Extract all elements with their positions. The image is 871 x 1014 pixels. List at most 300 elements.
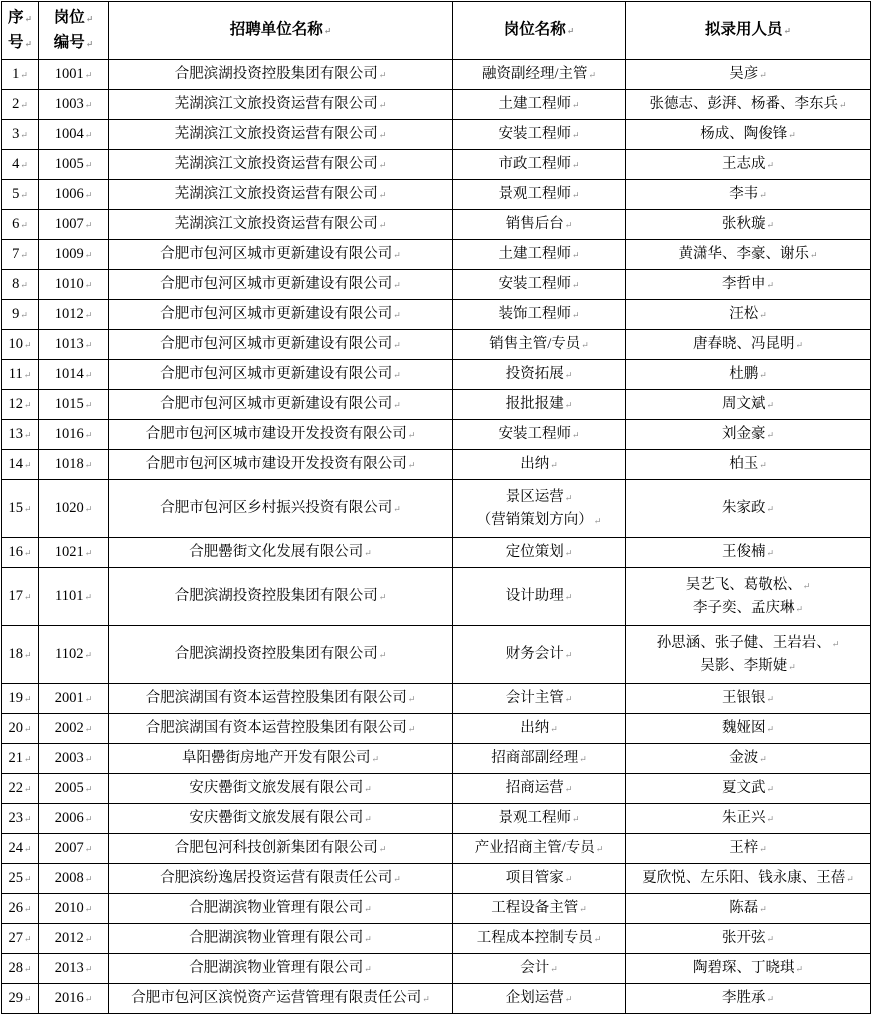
paragraph-mark-icon: ↵	[23, 370, 32, 381]
paragraph-mark-icon: ↵	[84, 650, 92, 661]
cell-text: 8	[12, 276, 20, 293]
paragraph-mark-icon: ↵	[407, 430, 416, 441]
table-row	[2, 626, 871, 684]
cell-text: 工程成本控制专员	[476, 930, 593, 947]
cell-text: 15	[8, 500, 23, 517]
paragraph-mark-icon: ↵	[593, 515, 602, 526]
cell-position	[453, 924, 626, 954]
cell-candidates	[626, 774, 871, 804]
table-row	[2, 360, 871, 390]
table-row	[2, 894, 871, 924]
cell-text: 柏玉	[729, 456, 759, 473]
paragraph-mark-icon: ↵	[766, 814, 775, 825]
paragraph-mark-icon: ↵	[23, 340, 32, 351]
cell-text: 芜湖滨江文旅投资运营有限公司	[174, 156, 378, 173]
cell-no	[2, 90, 39, 120]
cell-text: 陈磊	[729, 900, 759, 917]
paragraph-mark-icon: ↵	[550, 460, 558, 471]
cell-company	[109, 626, 453, 684]
paragraph-mark-icon: ↵	[838, 100, 847, 111]
cell-text: 杨成、陶俊锋	[700, 126, 788, 143]
cell-text: 王俊楠	[721, 544, 766, 561]
cell-position	[453, 150, 626, 180]
table-row	[2, 568, 871, 626]
paragraph-mark-icon: ↵	[84, 784, 93, 795]
paragraph-mark-icon: ↵	[766, 280, 775, 291]
cell-code	[39, 60, 109, 90]
cell-no	[2, 60, 39, 90]
paragraph-mark-icon: ↵	[23, 844, 32, 855]
cell-text: 1012	[54, 306, 84, 323]
paragraph-mark-icon: ↵	[20, 280, 28, 291]
cell-candidates	[626, 684, 871, 714]
paragraph-mark-icon: ↵	[23, 650, 32, 661]
paragraph-mark-icon: ↵	[23, 548, 32, 559]
cell-text: 朱正兴	[721, 810, 766, 827]
cell-position	[453, 180, 626, 210]
cell-position	[453, 774, 626, 804]
cell-candidates	[626, 744, 871, 774]
paragraph-mark-icon: ↵	[564, 220, 573, 231]
cell-text: 合肥湖滨物业管理有限公司	[189, 960, 364, 977]
cell-code	[39, 120, 109, 150]
cell-text: 16	[8, 544, 23, 561]
cell-text: 合肥市包河区城市更新建设有限公司	[160, 366, 393, 383]
paragraph-mark-icon: ↵	[564, 784, 573, 795]
paragraph-mark-icon: ↵	[84, 724, 93, 735]
paragraph-mark-icon: ↵	[766, 548, 775, 559]
cell-no	[2, 714, 39, 744]
paragraph-mark-icon: ↵	[795, 340, 804, 351]
paragraph-mark-icon: ↵	[23, 934, 32, 945]
paragraph-mark-icon: ↵	[23, 694, 32, 705]
cell-text: 张开弦	[721, 930, 766, 947]
cell-text: 销售主管/专员	[489, 336, 581, 353]
cell-text: 14	[8, 456, 23, 473]
cell-code	[39, 626, 109, 684]
paragraph-mark-icon: ↵	[84, 934, 93, 945]
paragraph-mark-icon: ↵	[23, 814, 32, 825]
column-header-code	[39, 2, 109, 60]
paragraph-mark-icon: ↵	[20, 190, 28, 201]
cell-position	[453, 450, 626, 480]
cell-position	[453, 684, 626, 714]
cell-position	[453, 60, 626, 90]
cell-company	[109, 984, 453, 1014]
cell-position	[453, 714, 626, 744]
cell-candidates	[626, 120, 871, 150]
cell-candidates	[626, 894, 871, 924]
cell-text: 景观工程师	[498, 810, 571, 827]
paragraph-mark-icon: ↵	[802, 581, 811, 592]
cell-text: 1014	[54, 366, 84, 383]
cell-code	[39, 300, 109, 330]
cell-text: 设计助理	[505, 588, 564, 605]
cell-code	[39, 714, 109, 744]
cell-text: 1018	[54, 456, 84, 473]
paragraph-mark-icon: ↵	[23, 754, 32, 765]
cell-text: 周文斌	[721, 396, 766, 413]
paragraph-mark-icon: ↵	[550, 964, 558, 975]
cell-text: 芜湖滨江文旅投资运营有限公司	[174, 96, 378, 113]
cell-text: 芜湖滨江文旅投资运营有限公司	[174, 186, 378, 203]
cell-text: 1020	[54, 500, 84, 517]
paragraph-mark-icon: ↵	[766, 994, 775, 1005]
cell-company	[109, 420, 453, 450]
paragraph-mark-icon: ↵	[20, 130, 28, 141]
cell-candidates	[626, 150, 871, 180]
cell-candidates	[626, 240, 871, 270]
cell-text: 安庆罍街文旅发展有限公司	[189, 780, 364, 797]
cell-text: 王银银	[721, 690, 766, 707]
cell-text: 合肥市包河区城市建设开发投资有限公司	[145, 456, 407, 473]
cell-position	[453, 834, 626, 864]
column-header-position	[453, 2, 626, 60]
cell-text: 刘金豪	[721, 426, 766, 443]
cell-text: 29	[8, 990, 23, 1007]
cell-text: 定位策划	[505, 544, 564, 561]
cell-text: 市政工程师	[498, 156, 571, 173]
cell-text: 投资拓展	[505, 366, 564, 383]
cell-text: 招商运营	[505, 780, 564, 797]
paragraph-mark-icon: ↵	[84, 370, 93, 381]
cell-company	[109, 894, 453, 924]
cell-text: 拟录用人员	[704, 21, 783, 39]
table-row	[2, 954, 871, 984]
paragraph-mark-icon: ↵	[564, 493, 573, 504]
paragraph-mark-icon: ↵	[84, 130, 93, 141]
cell-text: 销售后台	[505, 216, 564, 233]
cell-position	[453, 538, 626, 568]
paragraph-mark-icon: ↵	[84, 694, 93, 705]
cell-text: 夏欣悦、左乐阳、钱永康、王蓓	[642, 870, 846, 887]
paragraph-mark-icon: ↵	[393, 504, 401, 515]
cell-position	[453, 330, 626, 360]
cell-text: 17	[8, 588, 23, 605]
paragraph-mark-icon: ↵	[766, 504, 775, 515]
cell-text: （营销策划方向）	[476, 511, 593, 528]
paragraph-mark-icon: ↵	[364, 964, 372, 975]
cell-text: 1005	[54, 156, 84, 173]
cell-text: 融资副经理/主管	[481, 66, 588, 83]
cell-text: 李胜承	[721, 990, 766, 1007]
paragraph-mark-icon: ↵	[20, 250, 28, 261]
cell-text: 1021	[54, 544, 84, 561]
cell-text: 合肥市包河区滨悦资产运营管理有限责任公司	[131, 990, 422, 1007]
cell-text: 2008	[54, 870, 84, 887]
cell-candidates	[626, 864, 871, 894]
cell-company	[109, 180, 453, 210]
cell-code	[39, 480, 109, 538]
cell-text: 朱家政	[721, 500, 766, 517]
paragraph-mark-icon: ↵	[550, 724, 558, 735]
cell-candidates	[626, 984, 871, 1014]
cell-text: 9	[12, 306, 20, 323]
paragraph-mark-icon: ↵	[766, 220, 775, 231]
cell-text: 23	[8, 810, 23, 827]
cell-candidates	[626, 210, 871, 240]
paragraph-mark-icon: ↵	[364, 784, 372, 795]
cell-company	[109, 240, 453, 270]
paragraph-mark-icon: ↵	[371, 754, 380, 765]
cell-candidates	[626, 924, 871, 954]
cell-company	[109, 120, 453, 150]
cell-company	[109, 450, 453, 480]
cell-candidates	[626, 360, 871, 390]
cell-text: 王梓	[729, 840, 759, 857]
cell-position	[453, 360, 626, 390]
cell-text: 唐春晓、冯昆明	[692, 336, 795, 353]
table-row	[2, 420, 871, 450]
cell-text: 3	[12, 126, 20, 143]
cell-company	[109, 864, 453, 894]
paragraph-mark-icon: ↵	[20, 70, 28, 81]
cell-text: 1010	[54, 276, 84, 293]
cell-text: 岗位名称	[503, 21, 566, 39]
cell-no	[2, 984, 39, 1014]
cell-company	[109, 804, 453, 834]
paragraph-mark-icon: ↵	[84, 844, 93, 855]
cell-text: 2013	[54, 960, 84, 977]
paragraph-mark-icon: ↵	[378, 190, 387, 201]
cell-position	[453, 240, 626, 270]
cell-company	[109, 360, 453, 390]
cell-text: 1015	[54, 396, 84, 413]
cell-text: 27	[8, 930, 23, 947]
cell-text: 合肥滨湖投资控股集团有限公司	[174, 66, 378, 83]
paragraph-mark-icon: ↵	[407, 460, 416, 471]
cell-code	[39, 450, 109, 480]
paragraph-mark-icon: ↵	[84, 310, 93, 321]
cell-text: 合肥市包河区城市更新建设有限公司	[160, 276, 393, 293]
cell-text: 招聘单位名称	[229, 21, 323, 39]
cell-position	[453, 420, 626, 450]
cell-position	[453, 270, 626, 300]
cell-text: 2016	[54, 990, 84, 1007]
paragraph-mark-icon: ↵	[23, 784, 32, 795]
paragraph-mark-icon: ↵	[571, 250, 580, 261]
paragraph-mark-icon: ↵	[564, 400, 573, 411]
paragraph-mark-icon: ↵	[564, 370, 573, 381]
paragraph-mark-icon: ↵	[20, 160, 28, 171]
cell-text: 阜阳罍街房地产开发有限公司	[181, 750, 371, 767]
table-row	[2, 150, 871, 180]
cell-position	[453, 480, 626, 538]
table-row	[2, 538, 871, 568]
paragraph-mark-icon: ↵	[84, 592, 92, 603]
cell-text: 1007	[54, 216, 84, 233]
cell-code	[39, 538, 109, 568]
cell-text: 2002	[54, 720, 84, 737]
cell-text: 合肥滨湖投资控股集团有限公司	[174, 588, 378, 605]
cell-company	[109, 924, 453, 954]
cell-candidates	[626, 300, 871, 330]
paragraph-mark-icon: ↵	[84, 904, 93, 915]
paragraph-mark-icon: ↵	[846, 874, 854, 885]
paragraph-mark-icon: ↵	[759, 310, 767, 321]
paragraph-mark-icon: ↵	[566, 26, 575, 37]
cell-text: 产业招商主管/专员	[474, 840, 595, 857]
paragraph-mark-icon: ↵	[84, 548, 93, 559]
paragraph-mark-icon: ↵	[20, 310, 28, 321]
cell-text: 财务会计	[505, 646, 564, 663]
paragraph-mark-icon: ↵	[364, 934, 372, 945]
cell-no	[2, 804, 39, 834]
table-row	[2, 90, 871, 120]
table-row	[2, 924, 871, 954]
paragraph-mark-icon: ↵	[378, 650, 387, 661]
cell-text: 陶碧琛、丁晓琪	[692, 960, 795, 977]
table-row	[2, 60, 871, 90]
cell-text: 合肥湖滨物业管理有限公司	[189, 930, 364, 947]
cell-no	[2, 360, 39, 390]
paragraph-mark-icon: ↵	[759, 844, 767, 855]
cell-company	[109, 270, 453, 300]
paragraph-mark-icon: ↵	[23, 904, 32, 915]
cell-text: 2	[12, 96, 20, 113]
cell-code	[39, 924, 109, 954]
cell-text: 合肥滨湖国有资本运营控股集团有限公司	[145, 720, 407, 737]
cell-text: 项目管家	[505, 870, 564, 887]
paragraph-mark-icon: ↵	[84, 250, 93, 261]
table-row	[2, 480, 871, 538]
cell-no	[2, 150, 39, 180]
cell-position	[453, 864, 626, 894]
cell-code	[39, 894, 109, 924]
cell-candidates	[626, 270, 871, 300]
cell-company	[109, 774, 453, 804]
paragraph-mark-icon: ↵	[84, 280, 93, 291]
paragraph-mark-icon: ↵	[84, 430, 93, 441]
paragraph-mark-icon: ↵	[378, 130, 387, 141]
paragraph-mark-icon: ↵	[23, 724, 32, 735]
paragraph-mark-icon: ↵	[85, 38, 94, 49]
cell-text: 吴彦	[729, 66, 759, 83]
cell-no	[2, 834, 39, 864]
cell-company	[109, 744, 453, 774]
paragraph-mark-icon: ↵	[84, 874, 93, 885]
column-header-candidates	[626, 2, 871, 60]
cell-text: 土建工程师	[498, 246, 571, 263]
cell-text: 2005	[54, 780, 84, 797]
cell-text: 合肥市包河区城市更新建设有限公司	[160, 246, 393, 263]
paragraph-mark-icon: ↵	[378, 70, 387, 81]
paragraph-mark-icon: ↵	[759, 904, 767, 915]
cell-no	[2, 538, 39, 568]
cell-company	[109, 150, 453, 180]
cell-candidates	[626, 180, 871, 210]
cell-text: 土建工程师	[498, 96, 571, 113]
table-row	[2, 450, 871, 480]
table-row	[2, 744, 871, 774]
cell-candidates	[626, 60, 871, 90]
cell-text: 19	[8, 690, 23, 707]
paragraph-mark-icon: ↵	[20, 100, 28, 111]
paragraph-mark-icon: ↵	[23, 504, 32, 515]
paragraph-mark-icon: ↵	[788, 661, 796, 672]
paragraph-mark-icon: ↵	[84, 964, 93, 975]
paragraph-mark-icon: ↵	[84, 814, 93, 825]
paragraph-mark-icon: ↵	[393, 874, 401, 885]
cell-no	[2, 180, 39, 210]
cell-text: 芜湖滨江文旅投资运营有限公司	[174, 126, 378, 143]
cell-text: 1101	[54, 588, 84, 605]
table-row	[2, 210, 871, 240]
cell-text: 合肥包河科技创新集团有限公司	[174, 840, 378, 857]
cell-code	[39, 90, 109, 120]
cell-text: 28	[8, 960, 23, 977]
recruitment-table	[1, 1, 871, 1014]
cell-no	[2, 270, 39, 300]
paragraph-mark-icon: ↵	[378, 844, 387, 855]
paragraph-mark-icon: ↵	[593, 934, 602, 945]
cell-candidates	[626, 834, 871, 864]
paragraph-mark-icon: ↵	[23, 964, 32, 975]
cell-text: 24	[8, 840, 23, 857]
paragraph-mark-icon: ↵	[364, 814, 372, 825]
table-row	[2, 834, 871, 864]
paragraph-mark-icon: ↵	[23, 460, 32, 471]
cell-no	[2, 210, 39, 240]
cell-candidates	[626, 538, 871, 568]
cell-text: 工程设备主管	[491, 900, 579, 917]
table-row	[2, 804, 871, 834]
table-row	[2, 330, 871, 360]
cell-text: 装饰工程师	[498, 306, 571, 323]
cell-text: 1001	[54, 66, 84, 83]
cell-code	[39, 568, 109, 626]
paragraph-mark-icon: ↵	[23, 994, 32, 1005]
cell-text: 合肥湖滨物业管理有限公司	[189, 900, 364, 917]
cell-text: 安装工程师	[498, 276, 571, 293]
cell-position	[453, 984, 626, 1014]
cell-text: 企划运营	[505, 990, 564, 1007]
cell-code	[39, 330, 109, 360]
cell-text: 12	[8, 396, 23, 413]
cell-text: 出纳	[520, 720, 550, 737]
cell-code	[39, 744, 109, 774]
paragraph-mark-icon: ↵	[759, 754, 767, 765]
cell-no	[2, 240, 39, 270]
column-header-no	[2, 2, 39, 60]
paragraph-mark-icon: ↵	[766, 400, 775, 411]
cell-text: 18	[8, 646, 23, 663]
cell-text: 孙思涵、张子健、王岩岩、	[656, 635, 831, 652]
cell-text: 1013	[54, 336, 84, 353]
paragraph-mark-icon: ↵	[564, 994, 573, 1005]
table-row	[2, 120, 871, 150]
paragraph-mark-icon: ↵	[364, 548, 372, 559]
cell-no	[2, 568, 39, 626]
cell-company	[109, 954, 453, 984]
table-row	[2, 270, 871, 300]
cell-candidates	[626, 390, 871, 420]
cell-company	[109, 834, 453, 864]
cell-code	[39, 390, 109, 420]
paragraph-mark-icon: ↵	[564, 874, 573, 885]
cell-text: 2003	[54, 750, 84, 767]
cell-text: 会计主管	[505, 690, 564, 707]
cell-text: 2006	[54, 810, 84, 827]
cell-no	[2, 894, 39, 924]
paragraph-mark-icon: ↵	[23, 400, 32, 411]
paragraph-mark-icon: ↵	[84, 400, 93, 411]
paragraph-mark-icon: ↵	[378, 592, 387, 603]
paragraph-mark-icon: ↵	[323, 26, 332, 37]
paragraph-mark-icon: ↵	[759, 70, 767, 81]
paragraph-mark-icon: ↵	[809, 250, 818, 261]
header-row	[2, 2, 871, 60]
